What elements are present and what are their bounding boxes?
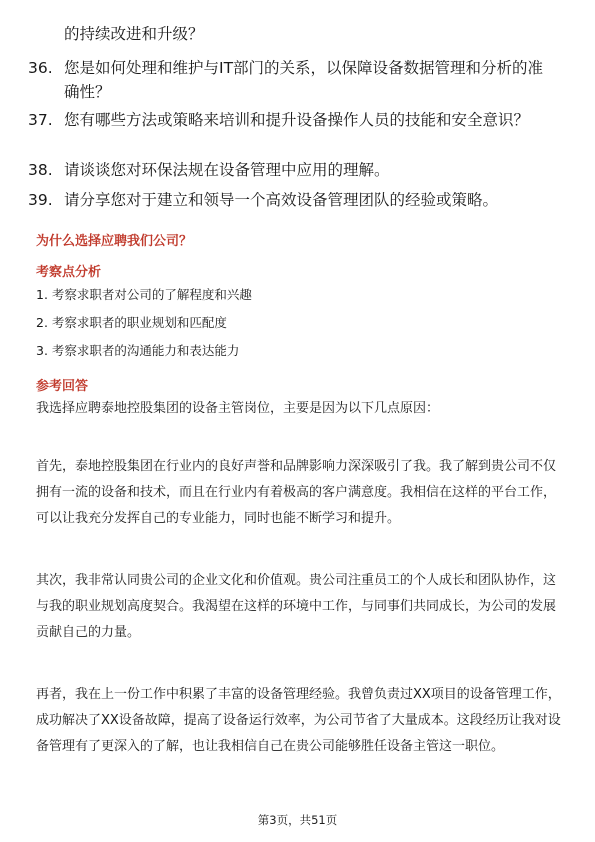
answer-heading: 参考回答 (36, 379, 89, 394)
analysis-item: 1. 考察求职者对公司的了解程度和兴趣 (36, 287, 252, 302)
page-footer: 第3页，共51页 (257, 813, 338, 827)
question-text: 请分享您对于建立和领导一个高效设备管理团队的经验或策略。 (64, 191, 499, 209)
question-number: 38. (28, 161, 53, 179)
question-text: 您是如何处理和维护与IT部门的关系，以保障设备数据管理和分析的准确性？ (64, 59, 544, 101)
answer-paragraph-first: 首先，泰地控股集团在行业内的良好声誉和品牌影响力深深吸引了我。我了解到贵公司不仅拥有一流的设备和技术，而且在行业内有着极高的客户满意度。我相信在这样的平台工作，可以让我充分发挥自己的专业能力，同时也能不断学习和提升。 (36, 459, 557, 526)
question-continuation: 的持续改进和升级？ (64, 25, 204, 43)
answer-paragraph-third: 再者，我在上一份工作中积累了丰富的设备管理经验。我曾负责过XX项目的设备管理工作，成功解决了XX设备故障，提高了设备运行效率，为公司节省了大量成本。这段经历让我对设备管理有了更深入的了解，也让我相信自己在贵公司能够胜任设备主管这一职位。 (36, 687, 561, 754)
analysis-item: 3. 考察求职者的沟通能力和表达能力 (36, 343, 240, 358)
question-text: 请谈谈您对环保法规在设备管理中应用的理解。 (64, 161, 390, 179)
question-number: 39. (28, 191, 53, 209)
question-36 (28, 56, 556, 104)
question-38 (28, 158, 556, 182)
question-39 (28, 188, 556, 212)
answer-paragraph-second: 其次，我非常认同贵公司的企业文化和价值观。贵公司注重员工的个人成长和团队协作，这与我的职业规划高度契合。我渴望在这样的环境中工作，与同事们共同成长，为公司的发展贡献自己的力量。 (36, 573, 557, 640)
question-text: 您有哪些方法或策略来培训和提升设备操作人员的技能和安全意识？ (64, 111, 530, 129)
question-number: 37. (28, 111, 53, 129)
question-37 (28, 108, 556, 132)
question-number: 36. (28, 59, 53, 77)
answer-paragraph-intro: 我选择应聘泰地控股集团的设备主管岗位，主要是因为以下几点原因： (36, 401, 440, 416)
analysis-heading: 考察点分析 (36, 265, 102, 280)
analysis-item: 2. 考察求职者的职业规划和匹配度 (36, 315, 227, 330)
section-title: 为什么选择应聘我们公司？ (36, 234, 193, 249)
